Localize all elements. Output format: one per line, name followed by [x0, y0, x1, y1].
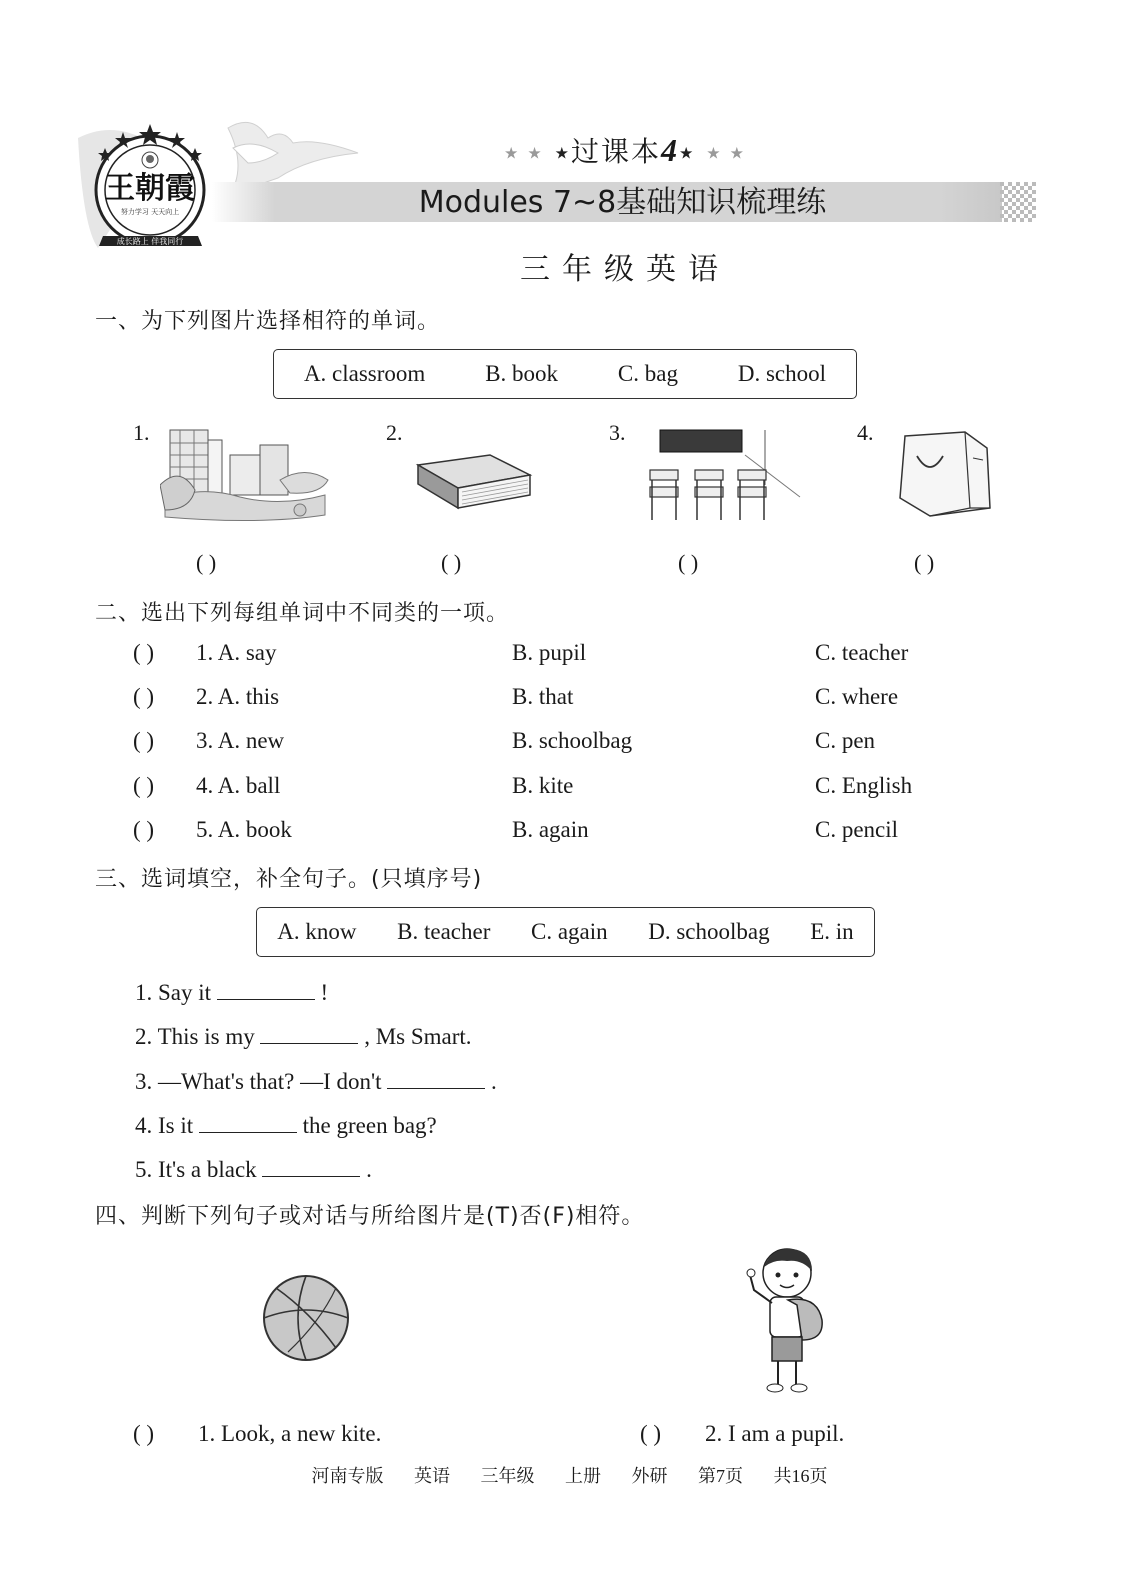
footer-page-number: 第7页 — [698, 1466, 743, 1486]
fill-blank[interactable] — [199, 1110, 297, 1133]
question-option-a: 4. A. ball — [196, 773, 281, 798]
question-option-c: C. where — [815, 684, 899, 709]
star-icon: ★ ★ — [503, 143, 544, 163]
sentence-text: 3. —What's that? —I don't — [135, 1069, 382, 1094]
logo-brand-text: 王朝霞 — [105, 171, 195, 206]
answer-blank[interactable]: ( ) — [133, 817, 155, 842]
question-option-a: 2. A. this — [196, 684, 280, 709]
fill-sentence — [135, 1021, 472, 1050]
question-option-c: C. pen — [815, 728, 876, 753]
subtitle-text: 过课本 — [570, 135, 661, 168]
fill-blank[interactable] — [387, 1066, 485, 1089]
fill-sentence — [135, 1110, 437, 1139]
question-option-c: C. teacher — [815, 640, 909, 665]
logo-motto-text: 努力学习 天天向上 — [120, 208, 180, 216]
question-option-a: 5. A. book — [196, 817, 292, 842]
answer-blank[interactable]: ( ) — [914, 550, 935, 575]
sentence-text: 4. Is it — [135, 1113, 194, 1138]
section1-word-box — [273, 349, 857, 399]
section4-title: 四、判断下列句子或对话与所给图片是(T)否(F)相符。 — [95, 1204, 645, 1229]
star-icon: ★ — [554, 143, 571, 163]
judge-statement: 2. I am a pupil. — [705, 1421, 845, 1446]
classroom-picture — [640, 425, 805, 525]
sentence-text: 5. It's a black — [135, 1157, 257, 1182]
sentence-text: . — [491, 1069, 497, 1094]
school-building-picture — [160, 425, 330, 525]
question-option-b: B. that — [512, 684, 574, 709]
question-option-a: 3. A. new — [196, 728, 285, 753]
answer-blank[interactable]: ( ) — [441, 550, 462, 575]
answer-blank[interactable]: ( ) — [133, 773, 155, 798]
word-option: C. bag — [617, 361, 678, 386]
fill-blank[interactable] — [262, 1154, 360, 1177]
fill-sentence — [135, 1154, 372, 1183]
item-number: 1. — [133, 420, 150, 445]
sentence-text: 1. Say it — [135, 980, 212, 1005]
judge-statement: 1. Look, a new kite. — [198, 1421, 382, 1446]
answer-blank[interactable]: ( ) — [678, 550, 699, 575]
page-subtitle — [500, 130, 750, 170]
answer-blank[interactable]: ( ) — [196, 550, 217, 575]
banner-checker-pattern — [1000, 182, 1036, 222]
page-footer — [0, 1462, 1139, 1488]
star-icon: ★ ★ — [706, 143, 747, 163]
logo-slogan-text: 成长路上 伴我同行 — [116, 237, 184, 246]
bag-picture — [895, 428, 995, 518]
boy-with-bag-picture — [742, 1245, 832, 1400]
answer-blank[interactable]: ( ) — [640, 1421, 662, 1446]
sentence-text: . — [366, 1157, 372, 1182]
fill-sentence — [135, 977, 328, 1006]
item-number: 3. — [609, 420, 626, 445]
section3-word-box — [256, 907, 875, 957]
section2-title: 二、选出下列每组单词中不同类的一项。 — [95, 601, 510, 626]
word-option: B. teacher — [397, 919, 491, 944]
star-icon: ★ — [679, 143, 696, 163]
word-option: D. school — [737, 361, 827, 386]
footer-edition: 外研 — [631, 1466, 668, 1486]
fill-blank[interactable] — [217, 977, 315, 1000]
sentence-text: the green bag? — [302, 1113, 437, 1138]
section3-title: 三、选词填空，补全句子。(只填序号) — [95, 867, 483, 892]
answer-blank[interactable]: ( ) — [133, 728, 155, 753]
answer-blank[interactable]: ( ) — [133, 684, 155, 709]
footer-region: 河南专版 — [311, 1466, 384, 1486]
sentence-text: 2. This is my — [135, 1024, 255, 1049]
fill-blank[interactable] — [260, 1021, 358, 1044]
footer-subject: 英语 — [414, 1466, 450, 1486]
section1-title: 一、为下列图片选择相符的单词。 — [95, 309, 441, 334]
item-number: 2. — [386, 420, 403, 445]
footer-volume: 上册 — [565, 1466, 601, 1486]
question-option-b: B. kite — [512, 773, 574, 798]
sentence-text: ! — [320, 980, 329, 1005]
footer-total-pages: 共16页 — [773, 1466, 828, 1486]
word-option: B. book — [485, 361, 559, 386]
word-option: E. in — [810, 919, 854, 944]
book-picture — [410, 450, 535, 515]
question-option-b: B. again — [512, 817, 589, 842]
word-option: D. schoolbag — [648, 919, 770, 944]
sentence-text: , Ms Smart. — [364, 1024, 472, 1049]
question-option-c: C. English — [815, 773, 913, 798]
item-number: 4. — [857, 420, 874, 445]
footer-grade: 三年级 — [480, 1466, 535, 1486]
fill-sentence — [135, 1066, 497, 1095]
question-option-b: B. schoolbag — [512, 728, 633, 753]
question-option-b: B. pupil — [512, 640, 587, 665]
grade-subject-title: 三年级英语 — [520, 252, 730, 287]
word-option: A. classroom — [303, 361, 426, 386]
ball-picture — [260, 1272, 352, 1364]
subtitle-number: 4 — [661, 132, 679, 168]
word-option: A. know — [277, 919, 357, 944]
answer-blank[interactable]: ( ) — [133, 1421, 155, 1446]
word-option: C. again — [530, 919, 608, 944]
question-option-a: 1. A. say — [196, 640, 277, 665]
question-option-c: C. pencil — [815, 817, 899, 842]
page-title: Modules 7~8基础知识梳理练 — [418, 185, 827, 220]
answer-blank[interactable]: ( ) — [133, 640, 155, 665]
